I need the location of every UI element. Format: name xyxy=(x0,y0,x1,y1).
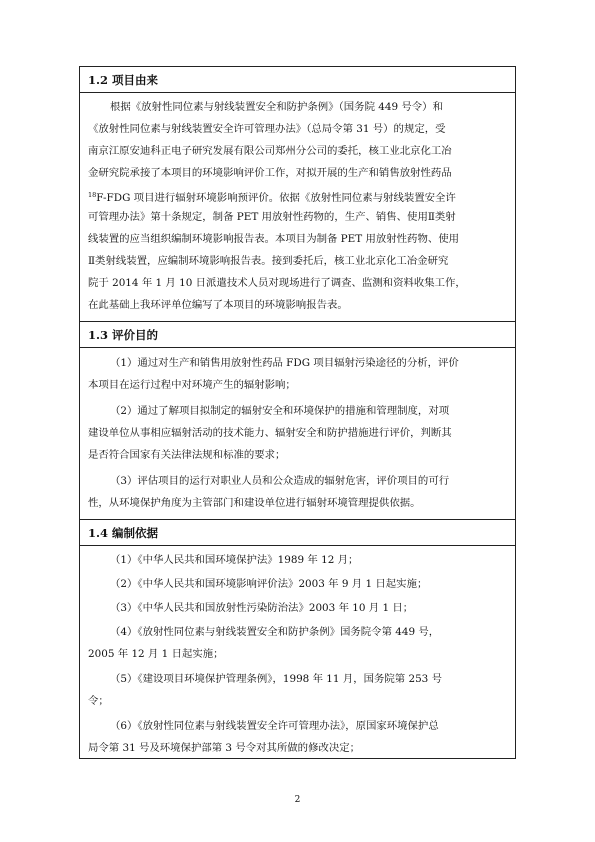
divider xyxy=(80,321,515,322)
paragraph-line: 本项目在运行过程中对环境产生的辐射影响； xyxy=(88,379,296,391)
divider xyxy=(80,347,515,348)
paragraph-line: 在此基础上我环评单位编写了本项目的环境影响报告表。 xyxy=(88,299,348,311)
paragraph-line: 南京江原安迪科正电子研究发展有限公司郑州分公司的委托，核工业北京化工冶 xyxy=(88,145,452,157)
section-heading-1-3: 1.3 评价目的 xyxy=(88,328,159,342)
basis-item-continuation: 局令第 31 号及环境保护部第 3 号令对其所做的修改决定； xyxy=(88,742,361,754)
divider xyxy=(80,92,515,93)
basis-item: （2）《中华人民共和国环境影响评价法》2003 年 9 月 1 日起实施； xyxy=(110,578,428,590)
basis-item: （3）《中华人民共和国放射性污染防治法》2003 年 10 月 1 日； xyxy=(110,602,414,614)
paragraph-line: 建设单位从事相应辐射活动的技术能力、辐射安全和防护措施进行评价，判断其 xyxy=(88,427,452,439)
divider xyxy=(80,545,515,546)
paragraph-line: 可管理办法》第十条规定，制备 PET 用放射性药物的，生产、销售、使用Ⅱ类射 xyxy=(88,211,456,223)
paragraph-line: Ⅱ类射线装置，应编制环境影响报告表。接到委托后，核工业北京化工冶金研究 xyxy=(88,255,449,267)
paragraph-line: 线装置的应当组织编制环境影响报告表。本项目为制备 PET 用放射性药物、使用 xyxy=(88,233,459,245)
basis-item-continuation: 令； xyxy=(88,695,109,707)
content-table xyxy=(79,66,516,759)
paragraph-line: （3）评估项目的运行对职业人员和公众造成的辐射危害，评价项目的可行 xyxy=(110,475,450,487)
basis-item: （1）《中华人民共和国环境保护法》1989 年 12 月； xyxy=(110,554,359,566)
basis-item: （5）《建设项目环境保护管理条例》，1998 年 11 月，国务院第 253 号 xyxy=(110,673,442,685)
paragraph-line: （1）通过对生产和销售用放射性药品 FDG 项目辐射污染途径的分析，评价 xyxy=(110,357,459,369)
isotope-superscript: 18 xyxy=(88,191,97,199)
paragraph-line: 院于 2014 年 1 月 10 日派遣技术人员对现场进行了调查、监测和资料收集工作， xyxy=(88,277,466,289)
paragraph-line: 是否符合国家有关法律法规和标准的要求； xyxy=(88,449,286,461)
paragraph-line: 金研究院承接了本项目的环境影响评价工作，对拟开展的生产和销售放射性药品 xyxy=(88,167,452,179)
basis-item: （4）《放射性同位素与射线装置安全和防护条例》国务院令第 449 号， xyxy=(110,626,440,638)
paragraph-line: 根据《放射性同位素与射线装置安全和防护条例》（国务院 449 号令）和 xyxy=(110,101,443,113)
paragraph-line-text: F-FDG 项目进行辐射环境影响预评价。依据《放射性同位素与射线装置安全许 xyxy=(96,192,456,204)
paragraph-line: 《放射性同位素与射线装置安全许可管理办法》（总局令第 31 号）的规定，受 xyxy=(88,123,446,135)
paragraph-line: 性，从环境保护角度为主管部门和建设单位进行辐射环境管理提供依据。 xyxy=(88,497,421,509)
basis-item-continuation: 2005 年 12 月 1 日起实施； xyxy=(88,648,224,660)
paragraph-line: （2）通过了解项目拟制定的辐射安全和环境保护的措施和管理制度，对项 xyxy=(110,405,450,417)
divider xyxy=(80,519,515,520)
section-heading-1-4: 1.4 编制依据 xyxy=(88,526,159,540)
page-number: 2 xyxy=(294,795,301,805)
paragraph-line xyxy=(88,188,456,205)
basis-item: （6）《放射性同位素与射线装置安全许可管理办法》，原国家环境保护总 xyxy=(110,720,439,732)
section-heading-1-2: 1.2 项目由来 xyxy=(88,73,159,87)
